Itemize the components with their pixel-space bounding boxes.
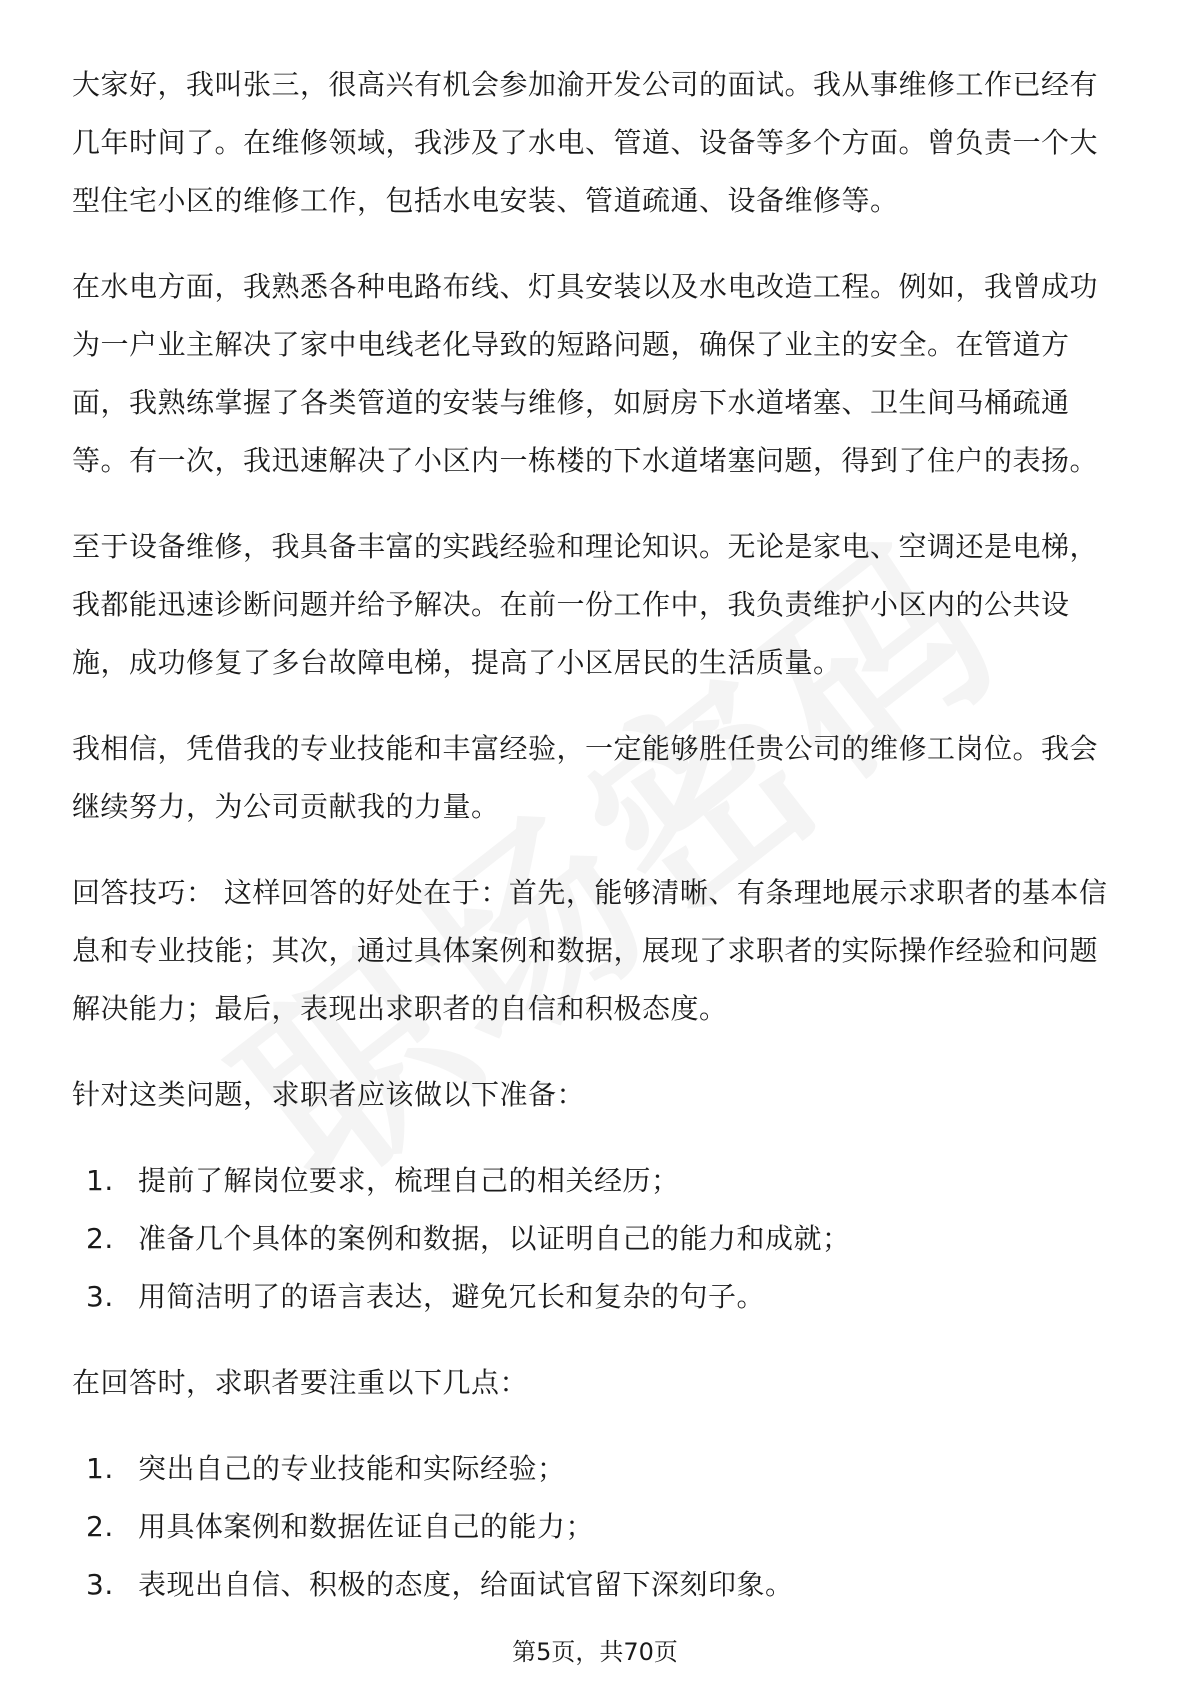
paragraph-intro: 大家好，我叫张三，很高兴有机会参加渝开发公司的面试。我从事维修工作已经有几年时间了。在维修领域，我涉及了水电、管道、设备等多个方面。曾负责一个大型住宅小区的维修工作，包括水电安装、管道疏通、设备维修等。	[72, 68, 1099, 217]
list-number: 2.	[86, 1222, 114, 1255]
list-number: 3.	[86, 1280, 114, 1313]
paragraph-equipment: 至于设备维修，我具备丰富的实践经验和理论知识。无论是家电、空调还是电梯，我都能迅速诊断问题并给予解决。在前一份工作中，我负责维护小区内的公共设施，成功修复了多台故障电梯，提高了小区居民的生活质量。	[72, 530, 1099, 679]
list-text: 用具体案例和数据佐证自己的能力；	[138, 1510, 595, 1543]
page-number-footer: 第5页，共70页	[512, 1638, 678, 1666]
list-text: 用简洁明了的语言表达，避免冗长和复杂的句子。	[138, 1280, 766, 1313]
prep-list	[72, 1152, 1122, 1326]
prep-heading: 针对这类问题，求职者应该做以下准备：	[72, 1078, 586, 1111]
list-item	[72, 1498, 1122, 1556]
list-item	[72, 1152, 1122, 1210]
paragraph-answer-tips: 回答技巧： 这样回答的好处在于：首先，能够清晰、有条理地展示求职者的基本信息和专业技能；其次，通过具体案例和数据，展现了求职者的实际操作经验和问题解决能力；最后，表现出求职者的自信和积极态度。	[72, 876, 1108, 1025]
list-number: 1.	[86, 1164, 114, 1197]
paragraph-conclusion: 我相信，凭借我的专业技能和丰富经验，一定能够胜任贵公司的维修工岗位。我会继续努力，为公司贡献我的力量。	[72, 732, 1099, 823]
paragraph-plumbing-electric: 在水电方面，我熟悉各种电路布线、灯具安装以及水电改造工程。例如，我曾成功为一户业主解决了家中电线老化导致的短路问题，确保了业主的安全。在管道方面，我熟练掌握了各类管道的安装与维修，如厨房下水道堵塞、卫生间马桶疏通等。有一次，我迅速解决了小区内一栋楼的下水道堵塞问题，得到了住户的表扬。	[72, 270, 1099, 477]
list-item	[72, 1210, 1122, 1268]
list-item	[72, 1268, 1122, 1326]
list-item	[72, 1556, 1122, 1614]
list-text: 准备几个具体的案例和数据，以证明自己的能力和成就；	[138, 1222, 851, 1255]
answer-heading: 在回答时，求职者要注重以下几点：	[72, 1366, 529, 1399]
list-item	[72, 1440, 1122, 1498]
list-number: 2.	[86, 1510, 114, 1543]
document-body	[72, 56, 1122, 1642]
list-number: 3.	[86, 1568, 114, 1601]
list-number: 1.	[86, 1452, 114, 1485]
list-text: 提前了解岗位要求，梳理自己的相关经历；	[138, 1164, 680, 1197]
list-text: 突出自己的专业技能和实际经验；	[138, 1452, 566, 1485]
answer-list	[72, 1440, 1122, 1614]
list-text: 表现出自信、积极的态度，给面试官留下深刻印象。	[138, 1568, 794, 1601]
